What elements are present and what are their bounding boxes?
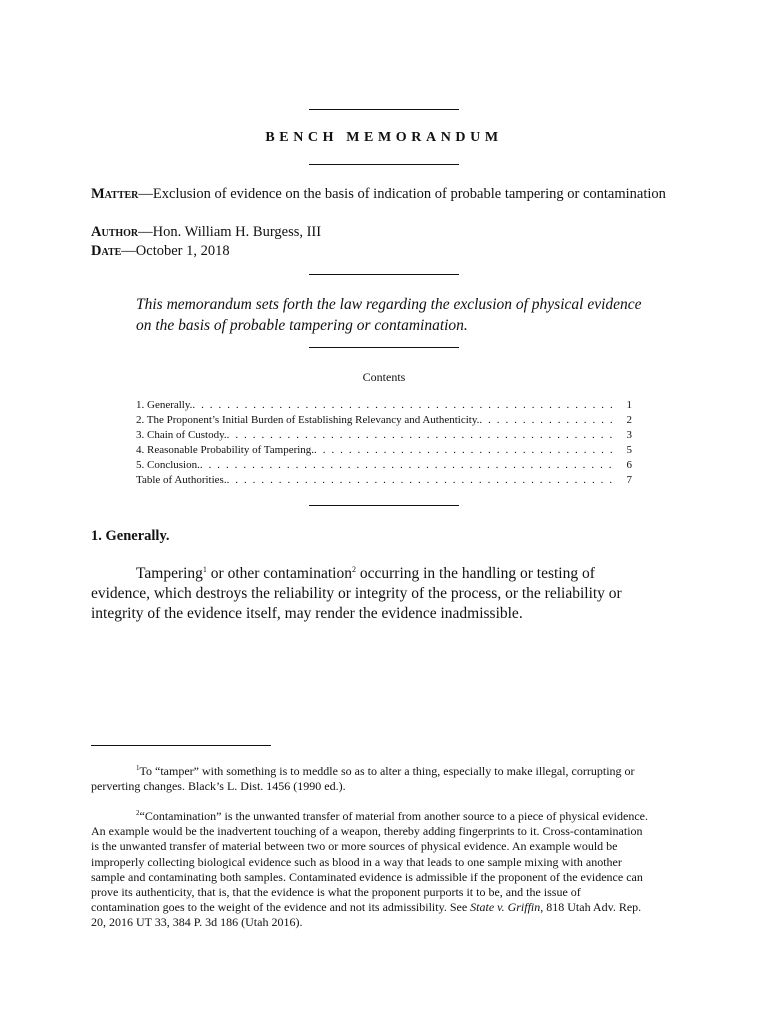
footnote-2-case-name: State v. Griffin	[470, 900, 541, 915]
toc-item-page: 3	[626, 429, 632, 441]
toc-leader	[227, 474, 618, 486]
contents-heading: Contents	[362, 370, 406, 384]
author-text: —Hon. William H. Burgess, III	[138, 224, 322, 240]
footnote-1	[91, 764, 651, 794]
memo-author	[91, 223, 691, 242]
paragraph-text-start: Tampering	[136, 565, 203, 582]
toc-leader	[479, 414, 618, 426]
footnote-2-number: 2	[136, 809, 140, 817]
matter-text: —Exclusion of evidence on the basis of indication of probable tampering or contamination	[138, 186, 666, 202]
toc-item[interactable]	[136, 474, 632, 489]
toc-item[interactable]	[136, 444, 632, 459]
footnote-1-number: 1	[136, 764, 140, 772]
rule-above-abstract	[309, 274, 459, 275]
paragraph-text-mid: or other contamination	[206, 565, 352, 582]
author-label: Author	[91, 224, 139, 240]
toc-item[interactable]	[136, 414, 632, 429]
toc-item-page: 1	[626, 399, 632, 411]
date-text: —October 1, 2018	[121, 243, 230, 259]
table-of-contents	[136, 399, 632, 489]
toc-leader	[200, 459, 618, 471]
rule-below-abstract	[309, 347, 459, 348]
abstract: This memorandum sets forth the law regarding the exclusion of physical evidence on the basis of probable tampering or contamination.	[136, 296, 642, 334]
footnote-ref-1[interactable]: 1	[202, 564, 207, 574]
memo-date	[91, 242, 691, 261]
toc-item[interactable]	[136, 429, 632, 444]
footnote-2-text: “Contamination” is the unwanted transfer of material from another source to a piece of physical evidence. An example would be the inadvertent touching of a weapon, thereby adding fingerprints to it. Cross-contamination is the unwanted transfer of material between two or more sources of physical evidence. An example would be improperly collecting biological evidence such as blood in a way that leads to one sample mixing with another sample and contaminating both samples. Contaminated evidence is admissible if the proponent of the evidence can prove its authenticity, that is, that the evidence is what the proponent purports it to be, and the issue of contamination goes to the weight of the evidence and not its admissibility. See	[91, 809, 648, 915]
toc-leader	[314, 444, 618, 456]
footnote-2	[91, 809, 651, 931]
toc-item-label: Table of Authorities.	[136, 474, 227, 486]
footnote-separator	[91, 745, 271, 746]
matter-label: Matter	[91, 186, 139, 202]
memo-matter	[91, 185, 691, 204]
section-heading: 1. Generally.	[91, 528, 170, 544]
rule-under-title	[309, 164, 459, 165]
footnote-2-citation: , 818 Utah Adv. Rep. 20, 2016 UT 33, 384 P. 3d 186 (Utah 2016).	[91, 900, 642, 930]
toc-item-page: 5	[626, 444, 632, 456]
rule-top	[309, 109, 459, 110]
rule-below-contents	[309, 505, 459, 506]
toc-item-label: 1. Generally.	[136, 399, 193, 411]
date-label: Date	[91, 243, 122, 259]
paragraph-text-rest: occurring in the handling or testing of evidence, which destroys the reliability or integrity of the process, or the reliability or integrity of the evidence itself, may render the evidence inadmissible.	[91, 565, 622, 622]
toc-item-label: 5. Conclusion.	[136, 459, 200, 471]
footnote-1-text: To “tamper” with something is to meddle so as to alter a thing, especially to make illegal, corrupting or perverting changes. Black’s L. Dist. 1456 (1990 ed.).	[91, 764, 635, 794]
page-title: BENCH MEMORANDUM	[265, 130, 503, 145]
toc-item[interactable]	[136, 399, 632, 414]
toc-item-label: 3. Chain of Custody.	[136, 429, 227, 441]
toc-item[interactable]	[136, 459, 632, 474]
toc-leader	[192, 399, 618, 411]
footnote-ref-2[interactable]: 2	[351, 564, 356, 574]
toc-leader	[227, 429, 618, 441]
toc-item-label: 2. The Proponent’s Initial Burden of Establishing Relevancy and Authenticity.	[136, 414, 480, 426]
toc-item-page: 2	[626, 414, 632, 426]
toc-item-label: 4. Reasonable Probability of Tampering.	[136, 444, 315, 456]
body-paragraph	[91, 564, 651, 624]
toc-item-page: 6	[626, 459, 632, 471]
toc-item-page: 7	[626, 474, 632, 486]
